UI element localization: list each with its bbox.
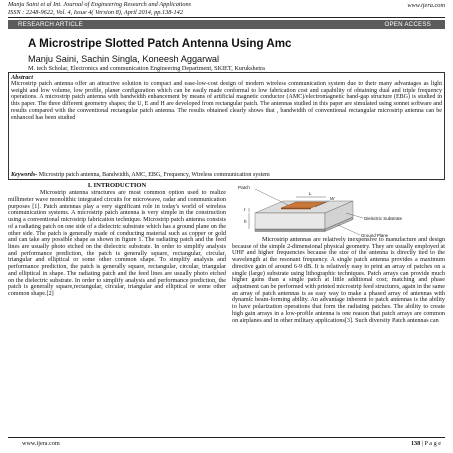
footer-url[interactable]: www.ijera.com: [22, 440, 60, 447]
article-type-banner: [8, 20, 445, 29]
paper-authors: Manju Saini, Sachin Singla, Koneesh Aggarwal: [28, 54, 220, 64]
page-footer: [8, 437, 445, 447]
label-substrate: Dielectric Substrate: [364, 216, 403, 221]
introduction-heading: I. INTRODUCTION: [87, 182, 147, 189]
ground-plane-front: [255, 229, 325, 232]
leader-patch: [255, 189, 288, 205]
left-column: [8, 183, 226, 298]
paper-affiliation: M. tech Scholar, Electronics and communication Engineering Department, SKIET, Kurukshetra: [28, 65, 265, 72]
label-patch: Patch: [238, 185, 250, 190]
header-rule: [8, 17, 445, 18]
radiating-patch-edge: [281, 208, 311, 209]
abstract-box: [8, 72, 445, 180]
page-word: | P a g e: [420, 440, 441, 447]
right-column: [232, 237, 445, 324]
open-access-label: OPEN ACCESS: [384, 21, 431, 28]
substrate-front: [255, 213, 325, 229]
abstract-heading: Abstract: [11, 74, 34, 81]
label-ground-plane: Ground Plane: [361, 233, 389, 238]
introduction-paragraph-2: Microstrip antennas are relatively inexpensive to manufacture and design because of the simple 2-dimensional physical geometry. They are usually employed at UHF and higher frequencies because the size of the antenna is directly tied to the wavelength at the resonant frequency. A single patch antenna provides a maximum directive gain of around 6-9 dB. It is relatively easy to print an array of patches on a single (large) substrate using lithographic techniques. Patch arrays can provide much higher gains than a single patch at little additional cost; matching and phase adjustment can be performed with printed microstrip feed structures, again in the same an array of patch antennas is as easy way to make a phased array of antennas with dynamic beam-forming ability. An advantage inherent to patch antennas is the ability to have polarization operations that form the radiating patches. The ability to create high gain arrays in a low-profile antenna is one reason that patch arrays are common on airplanes and in other military applications[3]. Such diversity Patch antennas can: [232, 237, 445, 324]
label-h: h: [244, 219, 247, 224]
abstract-text: Microstrip patch antenna offer an attractive solution to compact and ease-low-cost design of modern wireless communication system due to their many advantages as light weight and low volume, low profile, planer configuration which can be easily made conformal to low fabrication cost and capability of obtaining dual and triple frequency operations. A microstrip patch antenna with bandwidth enhancement by means of artificial magnetic conductor (AMC)/electromagnetic band-gap structure (EBG) is studied in this paper. The three different geometry shapes; the U, E and H are developed from rectangular patch. The antennas studied in this paper are simulated using sonnet software and results compared with the conventional rectangular patch antenna. The results obtained clearly shows that , bandwidth of conventional rectangular microstrip antenna can be enhanced has been studied: [11, 81, 442, 121]
paper-title: A Microstripe Slotted Patch Antenna Using Amc: [28, 37, 292, 50]
research-article-label: RESEARCH ARTICLE: [18, 21, 83, 28]
label-w: W: [330, 196, 335, 201]
introduction-paragraph-1: Microstrip antenna structures are most common option used to realize millimeter wave monolithic integrated circuits for microwave, radar and communication purposes [1]. Patch antennas play a very significant role in today's world of wireless communication systems. A microstrip patch antenna is very simple in the construction using a conventional microstrip fabrication technique. Microstrip patch antenna consists of a radiating patch on one side of a dielectric substrate which has a ground plane on the other side. The patch is generally made of conducting material such as copper or gold and can take any possible shape as shown in figure 1. The radiating patch and the feed lines are usually photo etched on the dielectric substrate. In order to simplify analysis and performance prediction, the patch is generally square, rectangular, circular, triangular and elliptical or some other common shape. To simplify analysis and performance prediction, the patch is generally square, rectangular, circular, triangular and elliptical in shape. The radiating patch and the feed lines are usually photo etched on the dielectric substrate. In order to simplify analysis and performance prediction, the patch is generally square,rectangular, circular, triangular and elliptical or some other common shape.[2]: [8, 190, 226, 297]
label-l: L: [309, 191, 312, 196]
header-url[interactable]: www.ijera.com: [407, 2, 445, 9]
page-number-value: 138: [410, 440, 421, 447]
patch-antenna-figure: [233, 183, 445, 241]
keywords-text: Microstrip patch antenna, Bandwidth, AMC, EBG, Frequency, Wireless communication system: [37, 172, 270, 178]
leader-ground: [338, 225, 360, 235]
label-t: t: [244, 207, 246, 212]
header-citation-line1: Manju Saini et al Int. Journal of Engineering Research and Applications: [8, 1, 192, 8]
keywords-line: [11, 172, 270, 179]
header-citation-line2: ISSN : 2248-9622, Vol. 4, Issue 4( Version 8), April 2014, pp.138-142: [8, 8, 183, 16]
footer-page-number: [411, 440, 441, 447]
keywords-label: Keywords-: [11, 172, 38, 178]
